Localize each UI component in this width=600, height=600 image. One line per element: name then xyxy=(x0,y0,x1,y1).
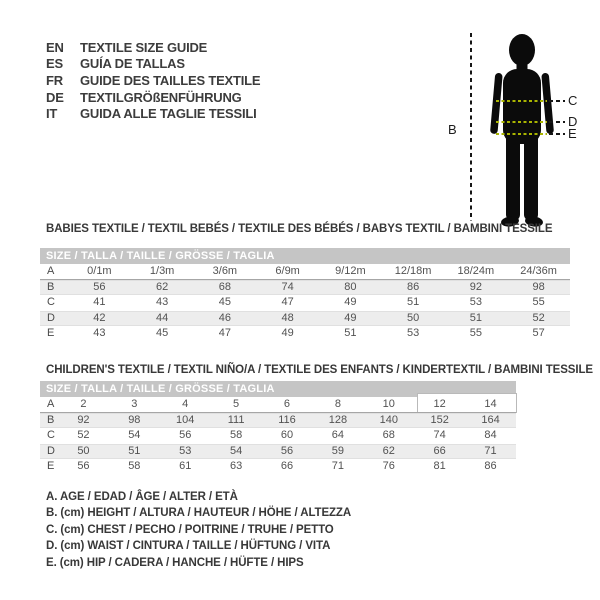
height-label: B xyxy=(448,122,457,137)
size-cell: 53 xyxy=(407,327,420,339)
size-cell: 9/12m xyxy=(335,265,366,277)
size-row-C xyxy=(40,295,570,311)
size-cell: 50 xyxy=(407,311,420,324)
size-cell: 12/18m xyxy=(394,265,432,277)
size-cell: 6/9m xyxy=(275,265,300,277)
size-cell: 56 xyxy=(77,460,90,472)
hip-measure-dash xyxy=(549,133,565,135)
measurement-diagram xyxy=(0,0,600,240)
size-cell: 3 xyxy=(131,398,138,410)
size-cell: 80 xyxy=(344,280,357,293)
size-cell: 71 xyxy=(331,460,344,472)
size-cell: 43 xyxy=(93,327,106,339)
size-cell: 56 xyxy=(280,444,294,457)
size-cell: 71 xyxy=(484,444,497,457)
size-cell: 61 xyxy=(179,460,192,472)
row-label: D xyxy=(47,444,55,457)
row-label: A xyxy=(47,265,55,277)
size-row-B xyxy=(40,280,570,296)
size-cell: 45 xyxy=(156,327,169,339)
waist-label: D xyxy=(568,114,578,129)
size-cell: 62 xyxy=(156,280,169,293)
size-cell: 56 xyxy=(179,429,192,441)
size-row-A xyxy=(40,264,570,280)
size-cell: 51 xyxy=(469,311,482,324)
legend-line: B. (cm) HEIGHT / ALTURA / HAUTEUR / HÖHE / ALTEZZA xyxy=(46,507,352,520)
size-cell: 54 xyxy=(128,429,141,441)
size-cell: 62 xyxy=(382,444,395,457)
legend-line: E. (cm) HIP / CADERA / HANCHE / HÜFTE / HIPS xyxy=(46,556,304,569)
size-cell: 51 xyxy=(344,327,357,339)
size-cell: 86 xyxy=(484,460,497,472)
language-title: GUIDA ALLE TAGLIE TESSILI xyxy=(80,106,257,122)
babies-size-table xyxy=(40,248,570,342)
language-code: IT xyxy=(46,106,58,122)
size-cell: 66 xyxy=(433,444,446,457)
language-title: GUÍA DE TALLAS xyxy=(80,56,185,72)
row-label: E xyxy=(47,327,55,339)
size-cell: 51 xyxy=(407,296,420,308)
language-code: DE xyxy=(46,89,64,105)
size-cell: 51 xyxy=(128,444,141,457)
size-cell: 47 xyxy=(281,296,294,308)
babies-table-rows xyxy=(40,264,570,342)
size-cell: 116 xyxy=(278,413,296,426)
size-cell: 92 xyxy=(469,280,482,293)
size-cell: 56 xyxy=(93,280,106,293)
size-cell: 104 xyxy=(176,413,195,426)
height-measure-line xyxy=(470,33,472,221)
language-title: TEXTILGRÖßENFÜHRUNG xyxy=(80,89,242,105)
row-label: E xyxy=(47,460,55,472)
row-label: A xyxy=(47,398,55,410)
row-label: C xyxy=(47,429,55,441)
size-cell: 0/1m xyxy=(87,265,112,277)
size-row-D xyxy=(40,444,516,460)
babies-table-header: SIZE / TALLA / TAILLE / GRÖSSE / TAGLIA xyxy=(40,248,570,264)
size-cell: 24/36m xyxy=(520,265,557,277)
size-cell: 55 xyxy=(469,327,482,339)
size-cell: 60 xyxy=(280,429,294,441)
hip-label: E xyxy=(568,126,577,141)
size-cell: 18/24m xyxy=(457,265,495,277)
chest-label: C xyxy=(568,93,578,108)
size-cell: 1/3m xyxy=(149,265,175,277)
chest-measure-dash xyxy=(549,100,565,102)
size-cell: 41 xyxy=(93,296,106,308)
size-cell: 52 xyxy=(532,311,545,324)
waist-measure-dash xyxy=(549,121,565,123)
size-cell: 48 xyxy=(281,311,294,324)
size-row-E xyxy=(40,459,516,475)
size-cell: 14 xyxy=(484,398,497,410)
hip-measure-dots xyxy=(496,133,547,135)
measurement-legend xyxy=(46,489,351,571)
children-size-table xyxy=(40,381,516,475)
size-cell: 98 xyxy=(128,413,141,426)
size-cell: 50 xyxy=(77,444,90,457)
size-cell: 55 xyxy=(532,296,545,308)
row-label: D xyxy=(47,311,55,324)
size-cell: 53 xyxy=(179,444,192,457)
legend-line: C. (cm) CHEST / PECHO / POITRINE / TRUHE / PETTO xyxy=(46,523,334,536)
chest-measure-dots xyxy=(496,100,547,102)
size-cell: 68 xyxy=(382,429,395,441)
size-cell: 66 xyxy=(280,460,294,472)
language-title: TEXTILE SIZE GUIDE xyxy=(80,39,208,55)
size-cell: 2 xyxy=(80,398,87,410)
legend-line: D. (cm) WAIST / CINTURA / TAILLE / HÜFTUNG / VITA xyxy=(46,540,331,553)
size-cell: 49 xyxy=(281,327,294,339)
size-cell: 10 xyxy=(382,398,395,410)
size-row-E xyxy=(40,326,570,342)
children-table-header: SIZE / TALLA / TAILLE / GRÖSSE / TAGLIA xyxy=(40,381,516,397)
size-cell: 54 xyxy=(229,444,243,457)
children-table-title: CHILDREN'S TEXTILE / TEXTIL NIÑO/A / TEXTILE DES ENFANTS / KINDERTEXTIL / BAMBINI TESSILE xyxy=(46,364,593,376)
babies-table-title: BABIES TEXTILE / TEXTIL BEBÉS / TEXTILE DES BÉBÉS / BABYS TEXTIL / BAMBINI TESSILE xyxy=(46,223,553,235)
size-cell: 49 xyxy=(344,296,357,308)
language-code: EN xyxy=(46,39,64,55)
legend-line: A. AGE / EDAD / ÂGE / ALTER / ETÀ xyxy=(46,491,238,503)
size-cell: 140 xyxy=(379,413,398,426)
waist-measure-dots xyxy=(496,121,547,123)
size-cell: 84 xyxy=(484,429,497,441)
size-cell: 43 xyxy=(156,296,169,308)
size-cell: 98 xyxy=(532,280,545,293)
language-code: ES xyxy=(46,56,63,72)
size-cell: 12 xyxy=(433,398,446,410)
size-cell: 46 xyxy=(218,311,231,324)
row-label: B xyxy=(47,413,55,426)
size-cell: 42 xyxy=(93,311,106,324)
size-row-A xyxy=(40,397,516,413)
language-code: FR xyxy=(46,72,63,88)
size-cell: 128 xyxy=(328,413,348,426)
size-cell: 68 xyxy=(218,280,231,293)
size-cell: 52 xyxy=(77,429,90,441)
child-silhouette-icon xyxy=(490,30,554,232)
size-cell: 63 xyxy=(229,460,243,472)
size-cell: 53 xyxy=(469,296,482,308)
size-cell: 49 xyxy=(344,311,357,324)
size-cell: 164 xyxy=(481,413,500,426)
size-cell: 92 xyxy=(77,413,90,426)
size-cell: 44 xyxy=(156,311,169,324)
size-cell: 45 xyxy=(218,296,231,308)
size-row-B xyxy=(40,413,516,429)
size-row-D xyxy=(40,311,570,327)
size-cell: 6 xyxy=(283,398,291,410)
size-cell: 74 xyxy=(433,429,446,441)
size-cell: 64 xyxy=(331,429,344,441)
size-cell: 59 xyxy=(331,444,344,457)
size-cell: 3/6m xyxy=(212,265,238,277)
size-cell: 74 xyxy=(281,280,294,293)
size-cell: 47 xyxy=(218,327,231,339)
size-cell: 81 xyxy=(433,460,446,472)
size-cell: 8 xyxy=(334,398,341,410)
row-label: C xyxy=(47,296,55,308)
size-cell: 152 xyxy=(430,413,449,426)
size-cell: 111 xyxy=(227,413,245,426)
language-title: GUIDE DES TAILLES TEXTILE xyxy=(80,72,261,88)
size-row-C xyxy=(40,428,516,444)
children-table-rows xyxy=(40,397,516,475)
size-cell: 5 xyxy=(233,398,240,410)
row-label: B xyxy=(47,280,55,293)
size-cell: 58 xyxy=(128,460,141,472)
size-cell: 4 xyxy=(182,398,189,410)
size-cell: 58 xyxy=(229,429,243,441)
size-cell: 76 xyxy=(382,460,395,472)
size-cell: 57 xyxy=(532,327,545,339)
size-cell: 86 xyxy=(407,280,420,293)
